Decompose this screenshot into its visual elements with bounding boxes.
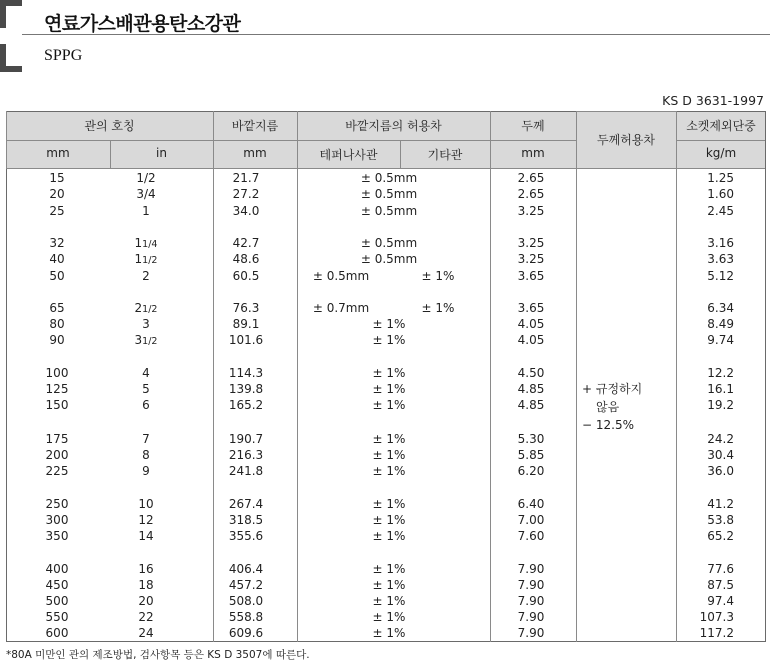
cell-wt: 87.5 xyxy=(707,578,734,592)
cell-thk: 7.90 xyxy=(517,562,545,576)
cell-od: 27.2 xyxy=(232,187,260,201)
header-nominal: 관의 호칭 xyxy=(84,119,135,133)
header-other: 기타관 xyxy=(427,148,463,162)
cell-tol-other: ± 1% xyxy=(421,269,455,283)
cell-tol-other: ± 1% xyxy=(421,301,455,315)
cell-wt: 8.49 xyxy=(707,317,734,331)
cell-od: 34.0 xyxy=(232,204,260,218)
in-fraction: 1/2 xyxy=(142,304,158,315)
cell-tol: ± 0.5mm xyxy=(360,236,418,250)
cell-mm: 50 xyxy=(49,269,65,283)
cell-mm: 200 xyxy=(45,448,69,462)
cell-od: 76.3 xyxy=(232,301,260,315)
cell-in: 9 xyxy=(142,464,150,478)
cell-tol-threaded: ± 0.5mm xyxy=(312,269,370,283)
cell-od: 406.4 xyxy=(228,562,264,576)
cell-od: 216.3 xyxy=(228,448,264,462)
cell-od: 21.7 xyxy=(232,171,260,185)
cell-thk: 3.25 xyxy=(517,236,545,250)
thk-tol-unspecified: 않음 xyxy=(596,400,620,414)
cell-tol: ± 1% xyxy=(372,333,406,347)
cell-in: 10 xyxy=(138,497,154,511)
cell-mm: 500 xyxy=(45,594,69,608)
cell-mm: 25 xyxy=(49,204,65,218)
cell-mm: 20 xyxy=(49,187,65,201)
header-unit-od: mm xyxy=(243,146,267,160)
cell-thk: 4.05 xyxy=(517,317,545,331)
cell-wt: 1.25 xyxy=(707,171,734,185)
cell-mm: 450 xyxy=(45,578,69,592)
cell-mm: 350 xyxy=(45,529,69,543)
cell-tol: ± 1% xyxy=(372,366,406,380)
cell-od: 267.4 xyxy=(228,497,264,511)
cell-wt: 30.4 xyxy=(707,448,734,462)
cell-wt: 3.63 xyxy=(707,252,734,266)
cell-in: 20 xyxy=(138,594,154,608)
cell-wt: 19.2 xyxy=(707,398,734,412)
cell-tol: ± 1% xyxy=(372,317,406,331)
page-subtitle: SPPG xyxy=(44,47,83,64)
cell-thk: 3.65 xyxy=(517,269,545,283)
cell-thk: 3.65 xyxy=(517,301,545,315)
header-threaded: 테퍼나사관 xyxy=(319,148,378,162)
col-divider-1 xyxy=(213,111,214,642)
cell-od: 165.2 xyxy=(228,398,264,412)
cell-in: 22 xyxy=(138,610,154,624)
title-corner-mark-top-arm xyxy=(6,0,22,6)
header-unit-in: in xyxy=(156,146,167,160)
page-title: 연료가스배관용탄소강관 xyxy=(44,13,241,35)
cell-thk: 6.40 xyxy=(517,497,545,511)
cell-thk: 7.90 xyxy=(517,578,545,592)
cell-thk: 7.90 xyxy=(517,594,545,608)
in-fraction: 1/2 xyxy=(142,336,158,347)
cell-mm: 80 xyxy=(49,317,65,331)
cell-mm: 175 xyxy=(45,432,69,446)
cell-thk: 2.65 xyxy=(517,171,545,185)
cell-wt: 12.2 xyxy=(707,366,734,380)
cell-in xyxy=(124,300,168,316)
cell-thk: 4.85 xyxy=(517,382,545,396)
cell-in: 12 xyxy=(138,513,154,527)
cell-od: 139.8 xyxy=(228,382,264,396)
cell-tol: ± 1% xyxy=(372,626,406,640)
header-outer-diameter: 바깥지름 xyxy=(231,119,279,133)
in-whole: 3 xyxy=(134,333,143,347)
cell-thk: 2.65 xyxy=(517,187,545,201)
cell-in xyxy=(124,235,168,251)
cell-thk: 3.25 xyxy=(517,252,545,266)
in-whole: 1 xyxy=(134,252,143,266)
cell-thk: 5.30 xyxy=(517,432,545,446)
standard-code: KS D 3631-1997 xyxy=(662,93,764,108)
cell-mm: 225 xyxy=(45,464,69,478)
cell-mm: 550 xyxy=(45,610,69,624)
cell-in: 4 xyxy=(142,366,150,380)
header-unit-kgm: kg/m xyxy=(705,146,737,160)
cell-wt: 1.60 xyxy=(707,187,734,201)
in-fraction: 1/4 xyxy=(142,239,158,250)
cell-od: 457.2 xyxy=(228,578,264,592)
cell-od: 42.7 xyxy=(232,236,260,250)
cell-mm: 150 xyxy=(45,398,69,412)
cell-od: 609.6 xyxy=(228,626,264,640)
cell-in: 3 xyxy=(142,317,150,331)
cell-thk: 4.05 xyxy=(517,333,545,347)
cell-thk: 7.00 xyxy=(517,513,545,527)
cell-thk: 7.90 xyxy=(517,626,545,640)
cell-wt: 2.45 xyxy=(707,204,734,218)
title-corner-mark-bottom-arm xyxy=(6,66,22,72)
cell-in: 8 xyxy=(142,448,150,462)
cell-thk: 7.60 xyxy=(517,529,545,543)
cell-wt: 24.2 xyxy=(707,432,734,446)
cell-tol: ± 1% xyxy=(372,497,406,511)
cell-thk: 3.25 xyxy=(517,204,545,218)
col-divider-4 xyxy=(576,111,577,642)
header-unit-mm: mm xyxy=(46,146,70,160)
cell-mm: 65 xyxy=(49,301,65,315)
thk-tol-plus: + 규정하지 xyxy=(582,382,643,396)
cell-in: 18 xyxy=(138,578,154,592)
cell-mm: 400 xyxy=(45,562,69,576)
cell-od: 318.5 xyxy=(228,513,264,527)
cell-wt: 117.2 xyxy=(699,626,734,640)
cell-in: 24 xyxy=(138,626,154,640)
cell-od: 355.6 xyxy=(228,529,264,543)
cell-tol: ± 1% xyxy=(372,432,406,446)
cell-wt: 9.74 xyxy=(707,333,734,347)
cell-thk: 7.90 xyxy=(517,610,545,624)
cell-mm: 300 xyxy=(45,513,69,527)
cell-in: 16 xyxy=(138,562,154,576)
header-weight: 소켓제외단중 xyxy=(686,119,756,133)
cell-tol: ± 1% xyxy=(372,610,406,624)
cell-thk: 4.50 xyxy=(517,366,545,380)
cell-mm: 32 xyxy=(49,236,65,250)
cell-in xyxy=(124,251,168,267)
cell-tol: ± 1% xyxy=(372,513,406,527)
cell-wt: 97.4 xyxy=(707,594,734,608)
cell-thk: 6.20 xyxy=(517,464,545,478)
cell-od: 241.8 xyxy=(228,464,264,478)
header-thickness-tolerance: 두께허용차 xyxy=(597,133,655,147)
cell-wt: 5.12 xyxy=(707,269,734,283)
in-whole: 1 xyxy=(134,236,143,250)
cell-wt: 65.2 xyxy=(707,529,734,543)
cell-tol: ± 1% xyxy=(372,464,406,478)
cell-wt: 53.8 xyxy=(707,513,734,527)
cell-mm: 100 xyxy=(45,366,69,380)
cell-mm: 125 xyxy=(45,382,69,396)
footnote: *80A 미만인 관의 제조방법, 검사항목 등은 KS D 3507에 따른다. xyxy=(6,649,310,661)
cell-in: 2 xyxy=(142,269,150,283)
cell-wt: 36.0 xyxy=(707,464,734,478)
header-thickness: 두께 xyxy=(521,119,545,133)
cell-tol: ± 1% xyxy=(372,529,406,543)
cell-wt: 3.16 xyxy=(707,236,734,250)
cell-mm: 90 xyxy=(49,333,65,347)
title-rule xyxy=(22,34,770,35)
cell-od: 508.0 xyxy=(228,594,264,608)
cell-mm: 15 xyxy=(49,171,65,185)
cell-tol-threaded: ± 0.7mm xyxy=(312,301,370,315)
cell-thk: 4.85 xyxy=(517,398,545,412)
thickness-tolerance-note xyxy=(582,380,682,434)
header-unit-thk: mm xyxy=(521,146,545,160)
cell-in: 5 xyxy=(142,382,150,396)
cell-tol: ± 1% xyxy=(372,594,406,608)
cell-in: 3/4 xyxy=(136,187,156,201)
cell-tol: ± 1% xyxy=(372,398,406,412)
cell-wt: 41.2 xyxy=(707,497,734,511)
cell-in: 7 xyxy=(142,432,150,446)
cell-od: 114.3 xyxy=(228,366,264,380)
cell-mm: 250 xyxy=(45,497,69,511)
cell-od: 60.5 xyxy=(232,269,260,283)
cell-tol: ± 1% xyxy=(372,562,406,576)
cell-wt: 107.3 xyxy=(699,610,734,624)
cell-tol: ± 0.5mm xyxy=(360,252,418,266)
cell-mm: 600 xyxy=(45,626,69,640)
thk-tol-minus: − 12.5% xyxy=(582,418,634,432)
cell-in xyxy=(124,332,168,348)
cell-wt: 6.34 xyxy=(707,301,734,315)
in-fraction: 1/2 xyxy=(142,255,158,266)
cell-wt: 16.1 xyxy=(707,382,734,396)
in-whole: 2 xyxy=(134,301,143,315)
cell-tol: ± 1% xyxy=(372,448,406,462)
header-od-tolerance: 바깥지름의 허용차 xyxy=(345,119,442,133)
cell-tol: ± 0.5mm xyxy=(360,187,418,201)
col-divider-3 xyxy=(490,111,491,642)
cell-od: 101.6 xyxy=(228,333,264,347)
cell-tol: ± 0.5mm xyxy=(360,171,418,185)
cell-od: 558.8 xyxy=(228,610,264,624)
cell-tol: ± 1% xyxy=(372,578,406,592)
cell-od: 190.7 xyxy=(228,432,264,446)
cell-thk: 5.85 xyxy=(517,448,545,462)
cell-od: 89.1 xyxy=(232,317,260,331)
cell-tol: ± 1% xyxy=(372,382,406,396)
cell-mm: 40 xyxy=(49,252,65,266)
cell-tol: ± 0.5mm xyxy=(360,204,418,218)
cell-in: 6 xyxy=(142,398,150,412)
cell-wt: 77.6 xyxy=(707,562,734,576)
cell-in: 14 xyxy=(138,529,154,543)
cell-in: 1 xyxy=(142,204,150,218)
cell-od: 48.6 xyxy=(232,252,260,266)
cell-in: 1/2 xyxy=(136,171,156,185)
